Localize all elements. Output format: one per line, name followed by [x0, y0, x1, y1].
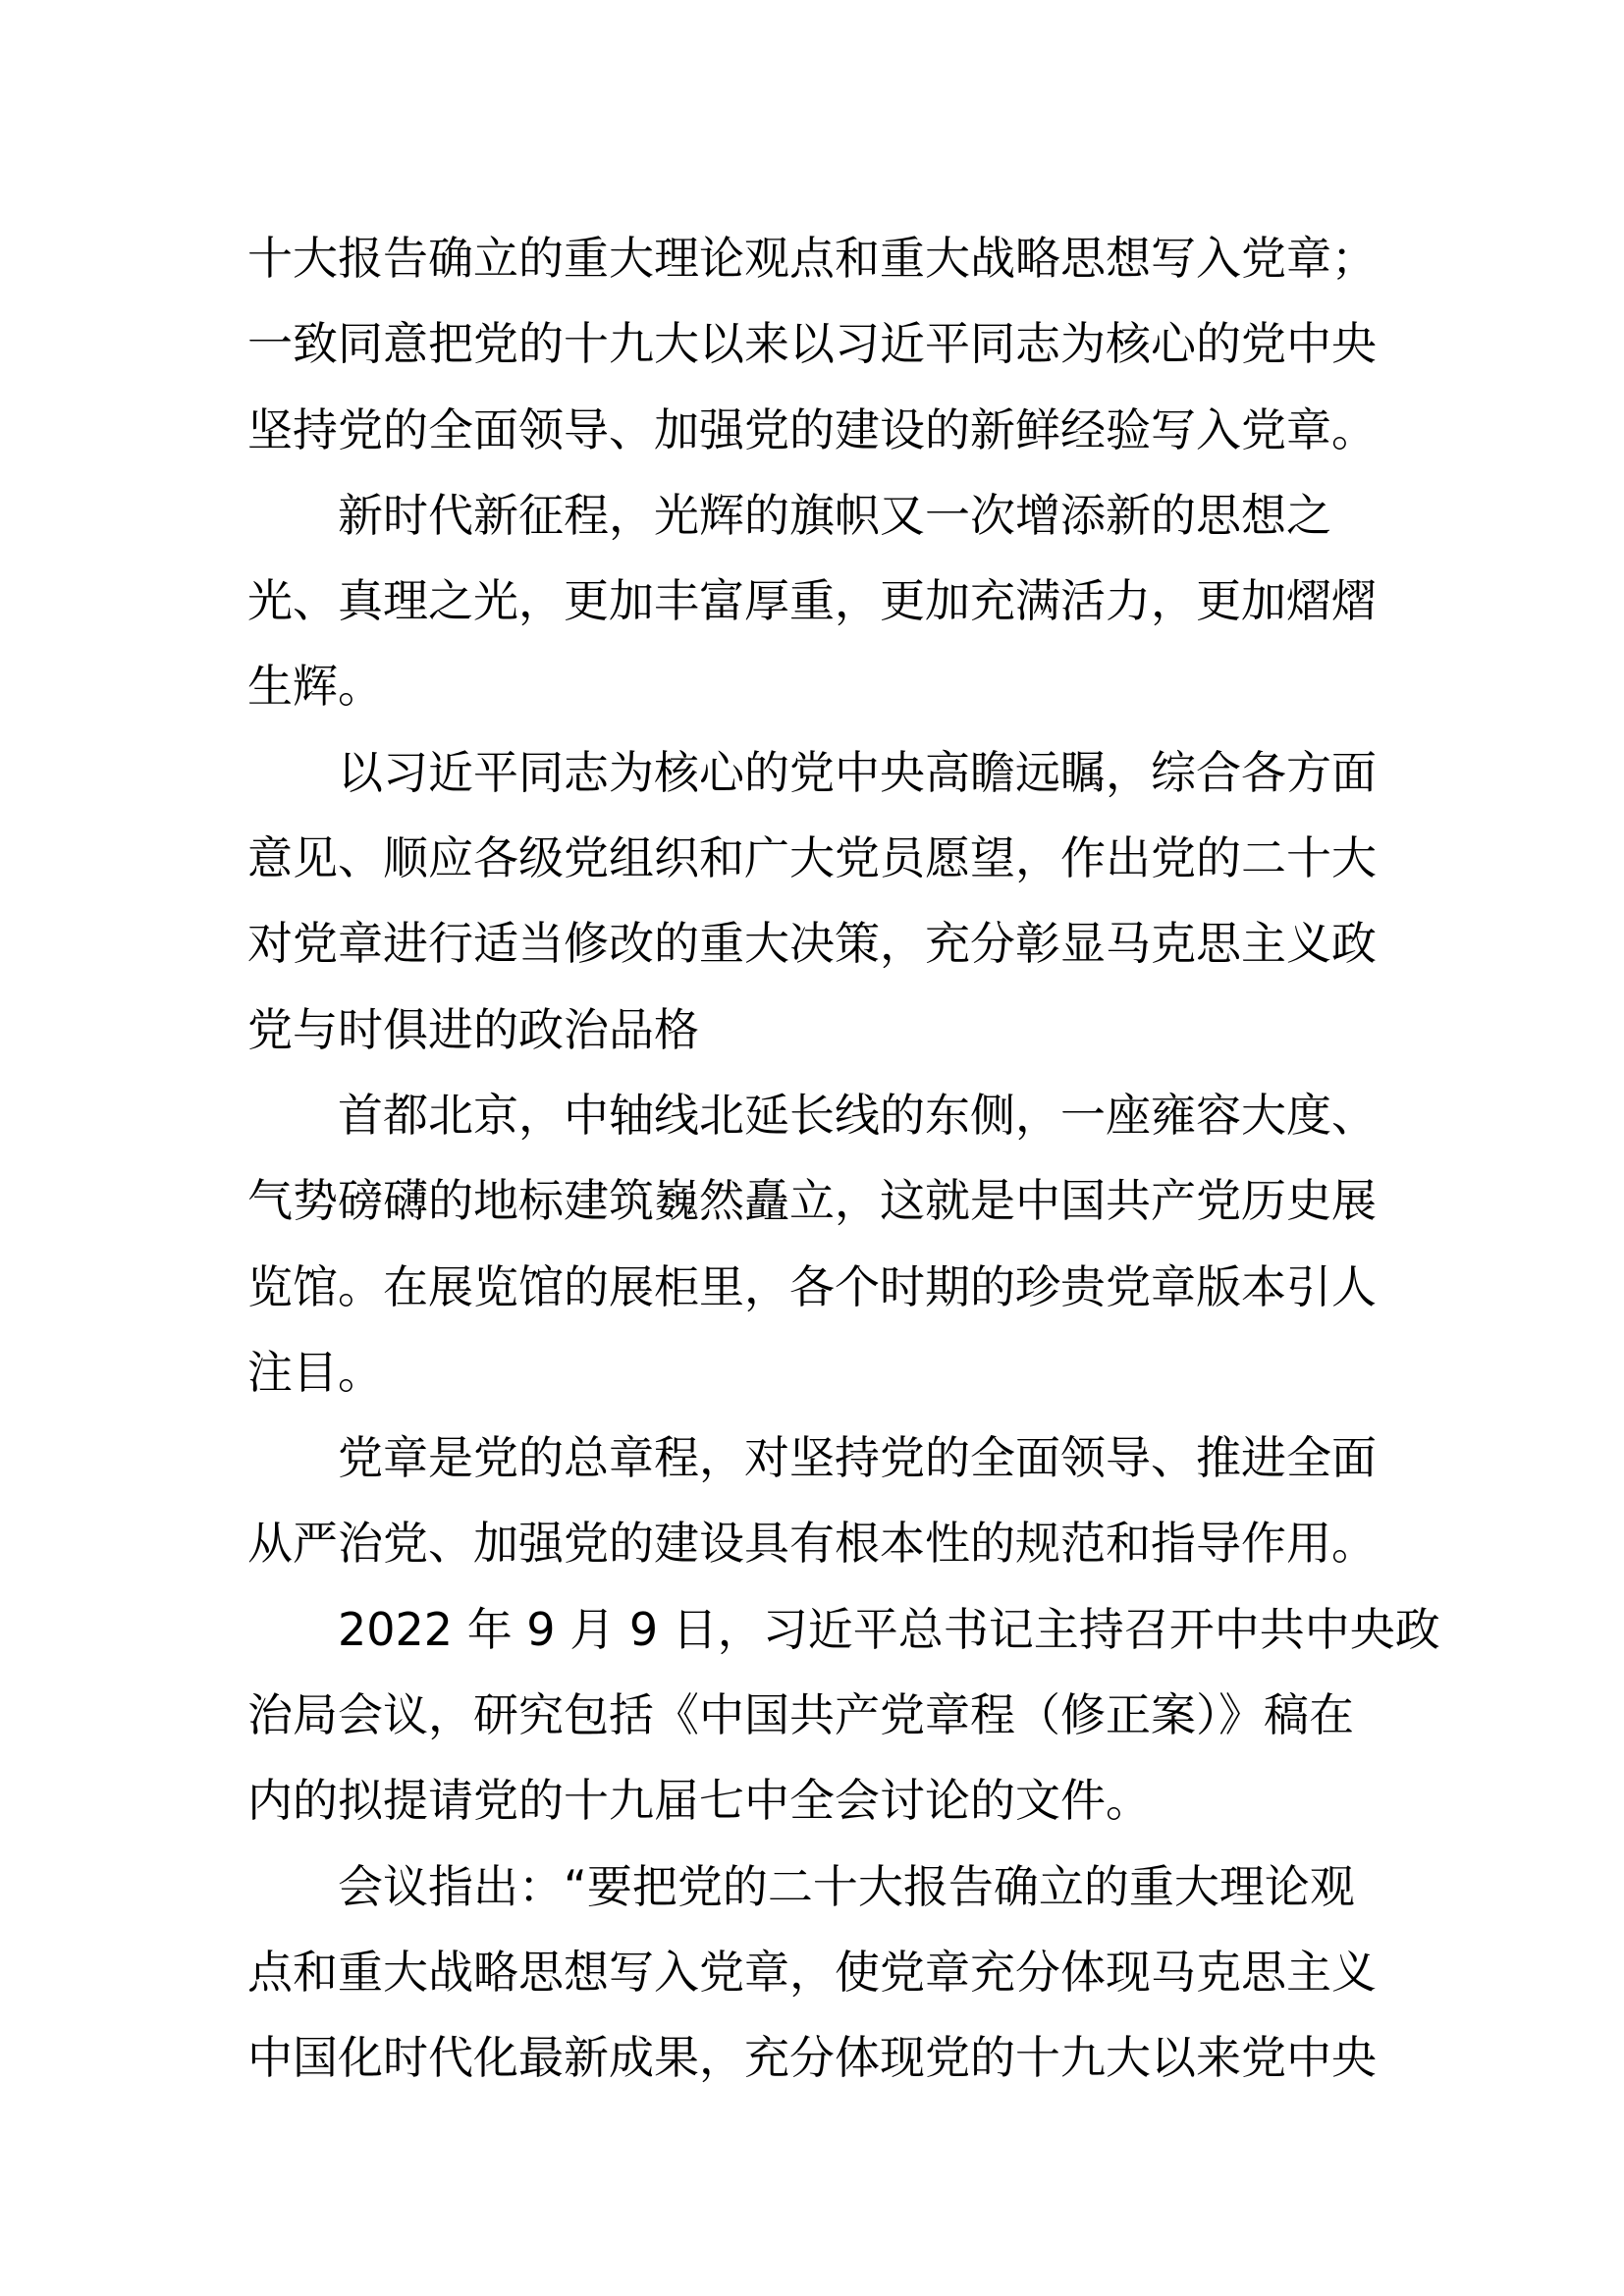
text-line: 党与时俱进的政治品格 — [247, 1002, 699, 1056]
text-line: 内的拟提请党的十九届七中全会讨论的文件。 — [247, 1774, 1151, 1828]
text-line: 新时代新征程，光辉的旗帜又一次增添新的思想之 — [338, 488, 1331, 542]
text-line: 十大报告确立的重大理论观点和重大战略思想写入党章； — [247, 232, 1377, 285]
text-line: 意见、顺应各级党组织和广大党员愿望，作出党的二十大 — [247, 831, 1377, 885]
text-line: 光、真理之光，更加丰富厚重，更加充满活力，更加熠熠 — [247, 574, 1377, 628]
paragraph — [247, 1844, 1396, 2102]
paragraph — [247, 1415, 1396, 1587]
text-line: 气势磅礴的地标建筑巍然矗立，这就是中国共产党历史展 — [247, 1174, 1377, 1228]
document-body — [247, 216, 1440, 2102]
text-line: 对党章进行适当修改的重大决策，充分彰显马克思主义政 — [247, 917, 1377, 971]
text-line: 生辉。 — [247, 660, 383, 714]
text-line: 一致同意把党的十九大以来以习近平同志为核心的党中央 — [247, 317, 1377, 371]
paragraph — [247, 730, 1396, 1073]
text-line: 注目。 — [247, 1345, 383, 1399]
text-line: 以习近平同志为核心的党中央高瞻远瞩，综合各方面 — [338, 745, 1377, 799]
text-line: 点和重大战略思想写入党章，使党章充分体现马克思主义 — [247, 1945, 1377, 1999]
text-line: 治局会议，研究包括《中国共产党章程（修正案）》稿在 — [247, 1688, 1354, 1742]
paragraph — [247, 1073, 1396, 1415]
paragraph — [247, 1587, 1440, 1844]
paragraph — [247, 216, 1396, 473]
text-line: 首都北京，中轴线北延长线的东侧，一座雍容大度、 — [338, 1088, 1377, 1142]
text-line: 会议指出：“要把党的二十大报告确立的重大理论观 — [338, 1859, 1355, 1913]
text-line: 坚持党的全面领导、加强党的建设的新鲜经验写入党章。 — [247, 402, 1377, 456]
text-line: 览馆。在展览馆的展柜里，各个时期的珍贵党章版本引人 — [247, 1259, 1377, 1313]
text-line: 2022 年 9 月 9 日，习近平总书记主持召开中共中央政 — [338, 1602, 1440, 1656]
paragraph — [247, 473, 1396, 730]
text-line: 中国化时代化最新成果，充分体现党的十九大以来党中央 — [247, 2031, 1377, 2085]
text-line: 从严治党、加强党的建设具有根本性的规范和指导作用。 — [247, 1517, 1377, 1571]
text-line: 党章是党的总章程，对坚持党的全面领导、推进全面 — [338, 1431, 1377, 1485]
